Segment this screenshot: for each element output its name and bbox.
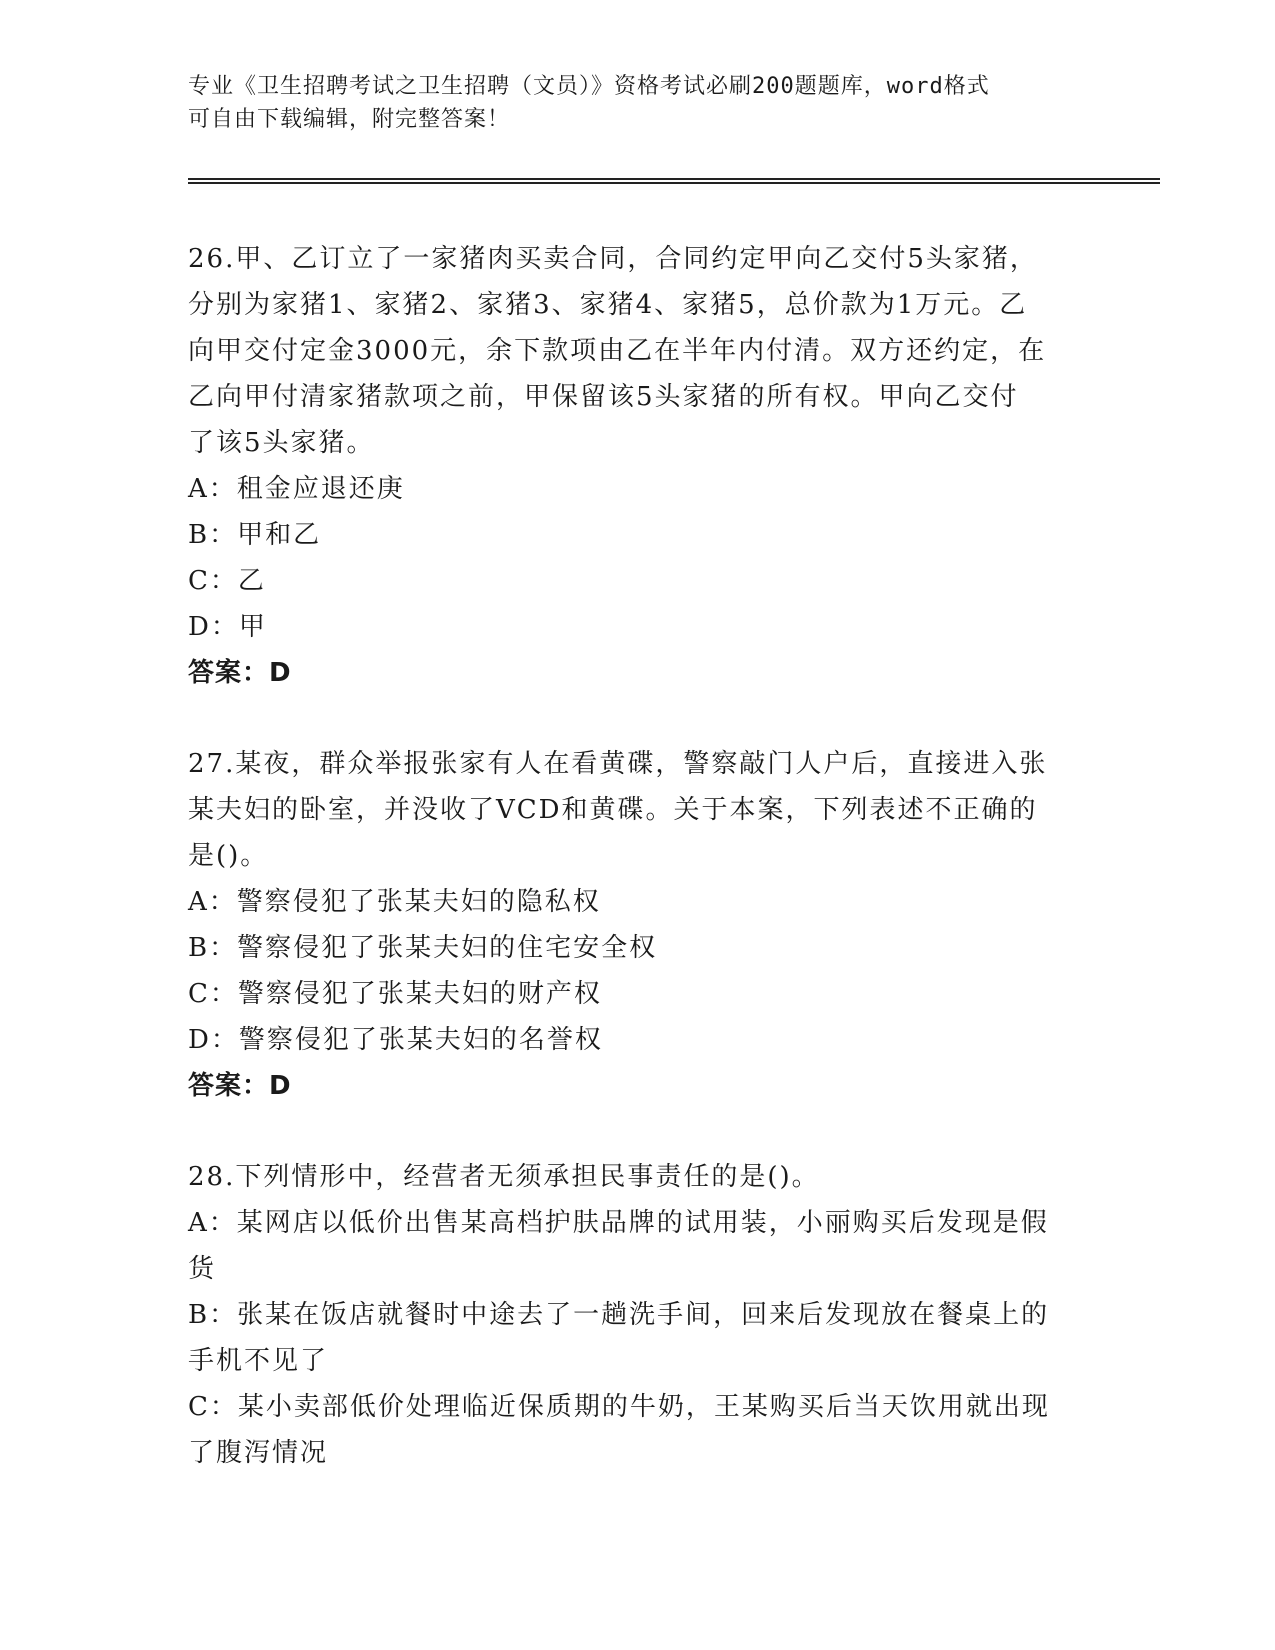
option-b-line: B：张某在饭店就餐时中途去了一趟洗手间，回来后发现放在餐桌上的	[188, 1300, 1050, 1330]
document-header	[188, 70, 1088, 136]
answer-line: 答案：D	[188, 658, 292, 688]
question-stem-line: 分别为家猪1、家猪2、家猪3、家猪4、家猪5，总价款为1万元。乙	[188, 290, 1028, 320]
option-b: B：甲和乙	[188, 520, 322, 550]
option-a: A：警察侵犯了张某夫妇的隐私权	[188, 887, 601, 917]
question-stem-line: 向甲交付定金3000元，余下款项由乙在半年内付清。双方还约定，在	[188, 336, 1047, 366]
option-c-line: C：某小卖部低价处理临近保质期的牛奶，王某购买后当天饮用就出现	[188, 1392, 1050, 1422]
header-divider	[188, 178, 1160, 184]
question-26	[188, 236, 1088, 696]
question-stem-line: 某夫妇的卧室，并没收了VCD和黄碟。关于本案，下列表述不正确的	[188, 795, 1038, 825]
option-a: A：租金应退还庚	[188, 474, 405, 504]
option-c: C：乙	[188, 566, 266, 596]
question-stem-line: 28.下列情形中，经营者无须承担民事责任的是()。	[188, 1162, 820, 1192]
question-list	[188, 236, 1088, 1521]
header-line-2: 可自由下载编辑，附完整答案！	[188, 107, 511, 132]
question-28	[188, 1154, 1088, 1476]
question-stem-line: 26.甲、乙订立了一家猪肉买卖合同，合同约定甲向乙交付5头家猪，	[188, 244, 1038, 274]
option-c-line: 了腹泻情况	[188, 1438, 329, 1468]
option-a-line: 货	[188, 1254, 217, 1284]
question-stem-line: 了该5头家猪。	[188, 428, 375, 458]
option-b: B：警察侵犯了张某夫妇的住宅安全权	[188, 933, 658, 963]
option-a-line: A：某网店以低价出售某高档护肤品牌的试用装，小丽购买后发现是假	[188, 1208, 1049, 1238]
option-c: C：警察侵犯了张某夫妇的财产权	[188, 979, 602, 1009]
question-stem-line: 是()。	[188, 841, 269, 871]
option-b-line: 手机不见了	[188, 1346, 329, 1376]
header-line-1: 专业《卫生招聘考试之卫生招聘（文员）》资格考试必刷200题题库，word格式	[188, 74, 990, 99]
question-stem-line: 乙向甲付清家猪款项之前，甲保留该5头家猪的所有权。甲向乙交付	[188, 382, 1019, 412]
option-d: D：甲	[188, 612, 267, 642]
option-d: D：警察侵犯了张某夫妇的名誉权	[188, 1025, 603, 1055]
answer-line: 答案：D	[188, 1071, 292, 1101]
question-stem-line: 27.某夜，群众举报张家有人在看黄碟，警察敲门人户后，直接进入张	[188, 749, 1048, 779]
question-27	[188, 741, 1088, 1109]
